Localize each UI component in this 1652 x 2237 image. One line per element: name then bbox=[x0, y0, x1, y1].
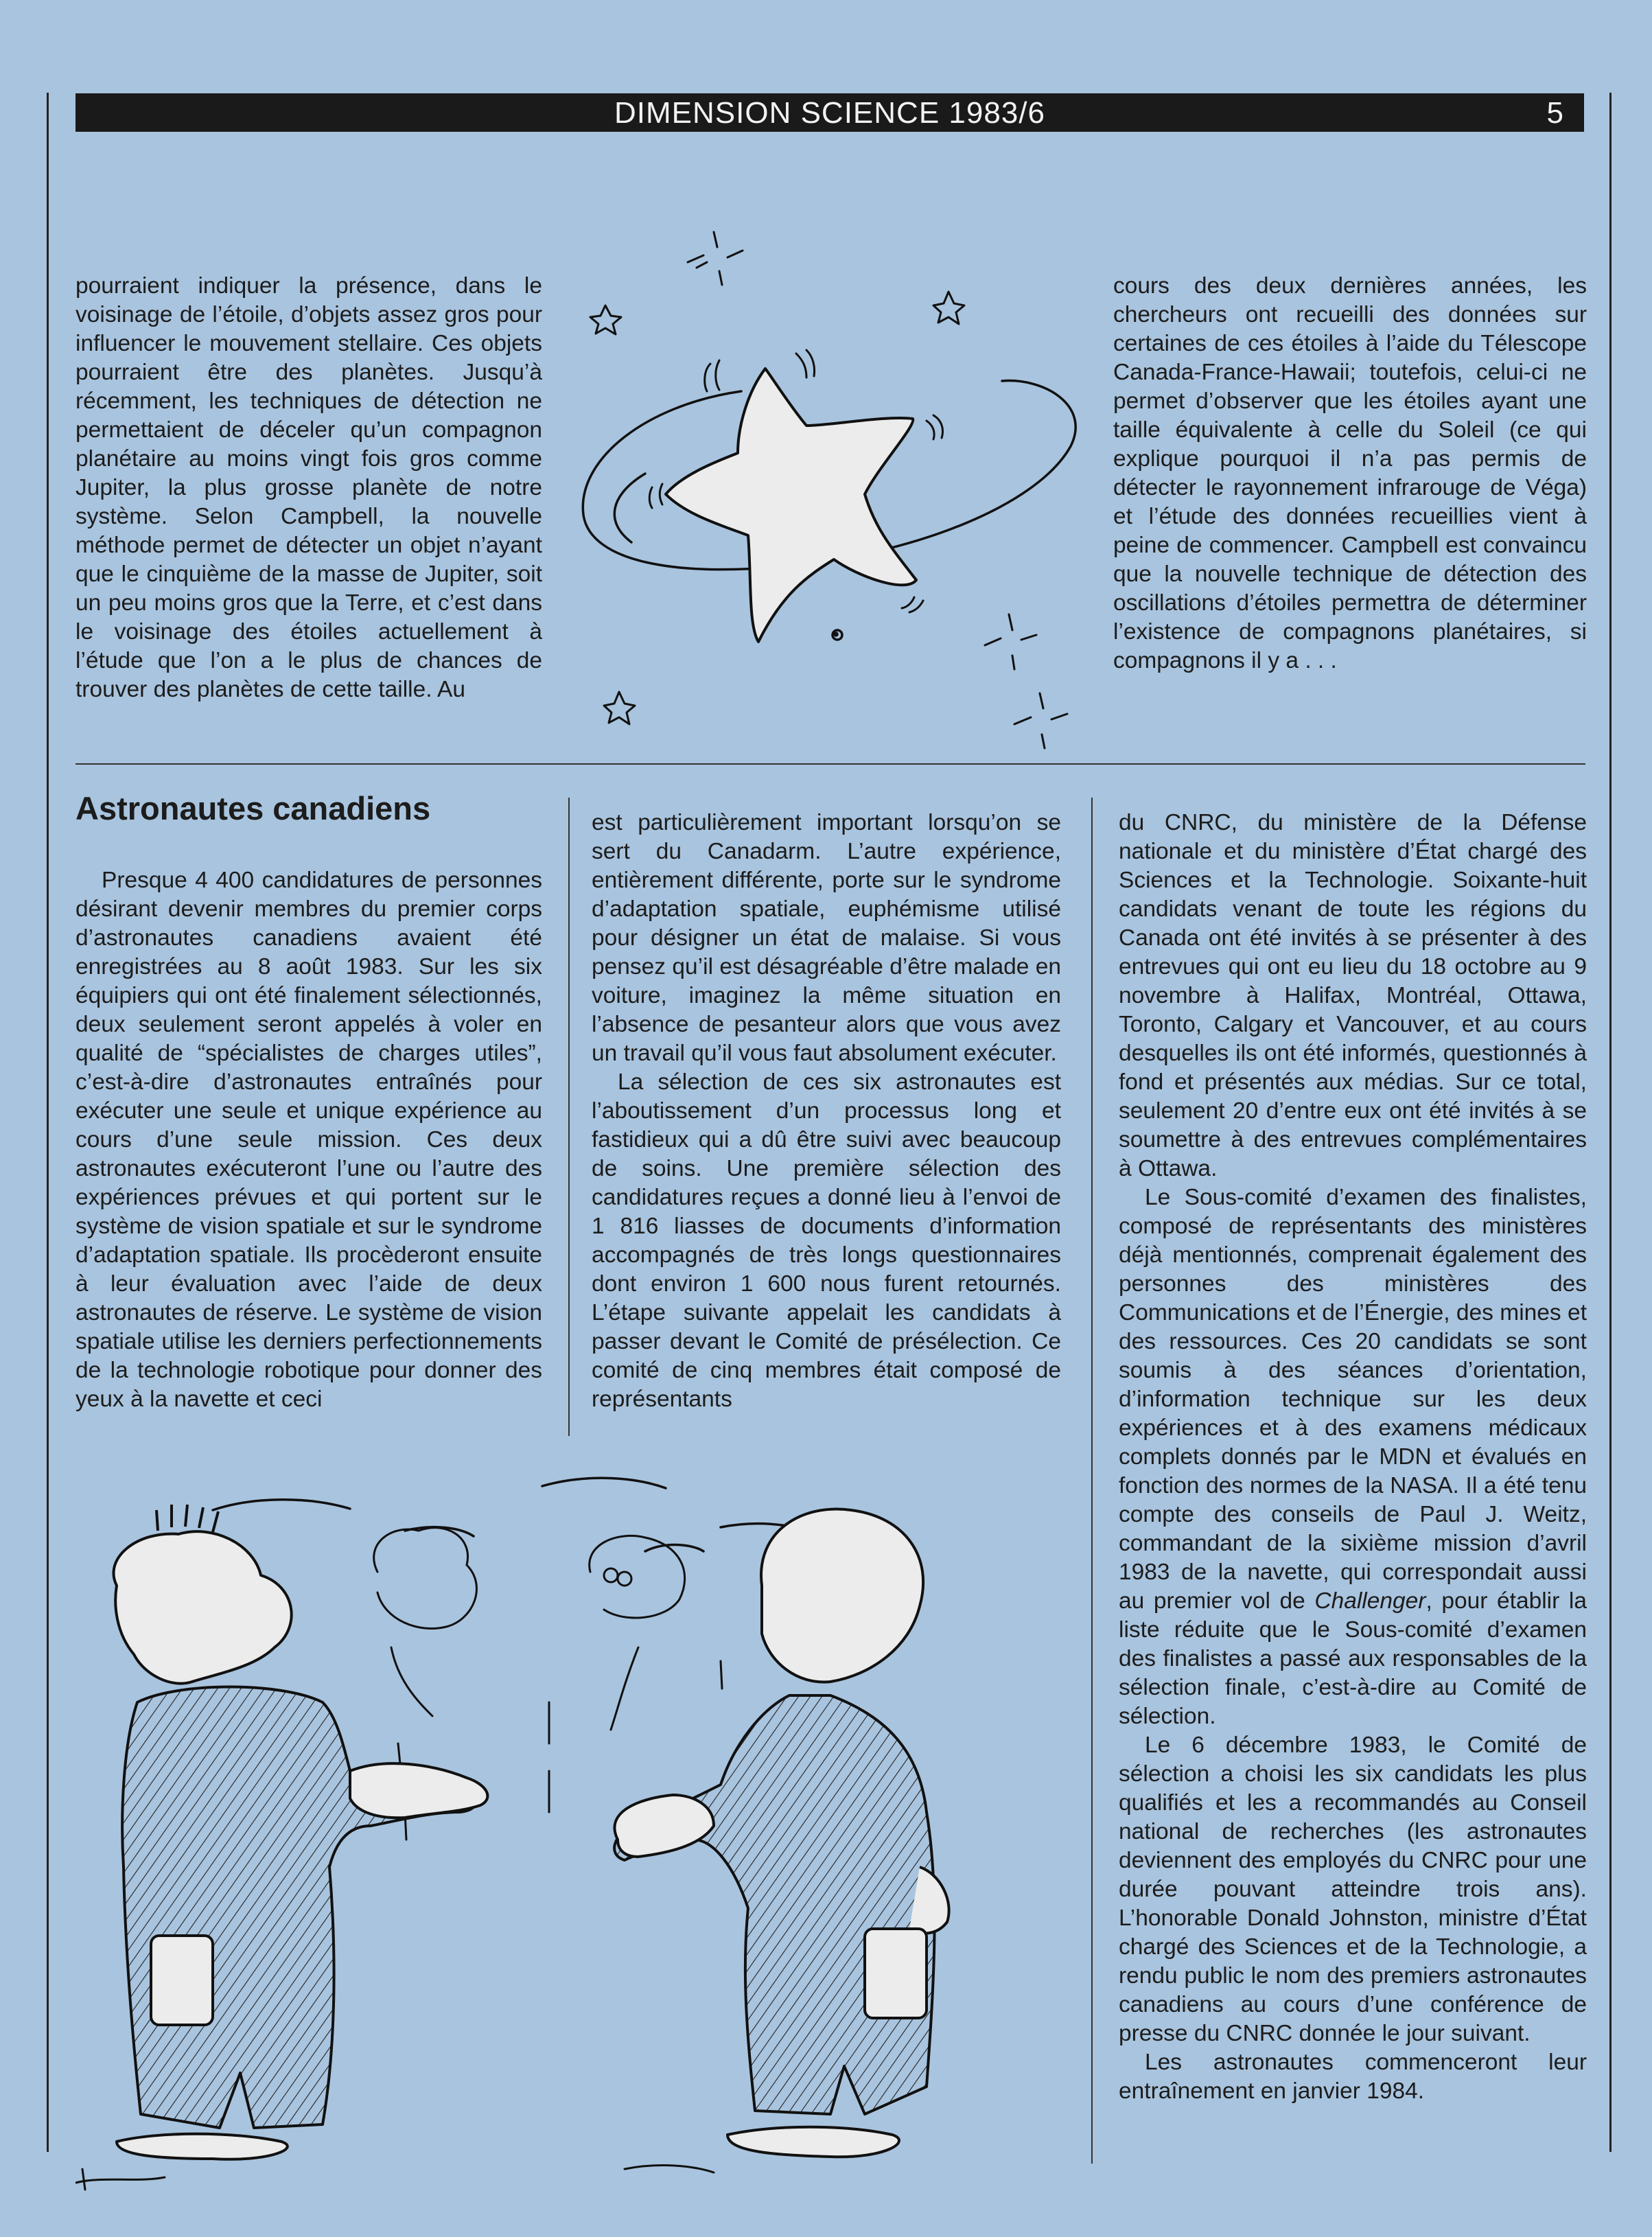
article-paragraph: Le 6 décembre 1983, le Comité de sélection a choisi les six candidats les plus qualifiés et les a recommandés au Conseil national de recherches (les astronautes deviennent des employés du CNRC pour une durée pouvant atteindre trois ans). L’honorable Donald Johnston, ministre d’État chargé des Sciences et de la Technologie, a rendu public le nom des premiers astronautes canadiens au cours d’une conférence de presse du CNRC donnée le jour suivant. bbox=[1119, 1732, 1587, 2046]
wobbling-star-illustration-icon bbox=[563, 220, 1098, 762]
top-left-paragraph: pourraient indiquer la présence, dans le voisinage de l’étoile, d’objets assez gros pour influencer le mouvement stellaire. Ces objets pourraient être des planètes. Jusqu’à récemment, les techniques de détection ne permettaient de déceler qu’un compagnon planétaire au moins vingt fois gros comme Jupiter, la plus grosse planète de notre système. Selon Campbell, la nouvelle méthode permet de détecter un objet n’ayant que le cinquième de la masse de Jupiter, soit un peu moins gros que la Terre, et c’est dans le voisinage des étoiles actuellement à l’étude que l’on a le plus de chances de trouver des planètes de cette taille. Au bbox=[75, 273, 542, 702]
paragraph-text: , pour établir la liste réduite que le Sous-comité d’examen des finalistes a passé aux responsables de la sélection finale, c’est-à-dire au Comité de sélection. bbox=[1119, 1588, 1587, 1729]
paragraph-text: Le Sous-comité d’examen des finalistes, composé de représentants des ministères déjà mentionnés, comprenait également des personnes des ministères des Communications et de l’Énergie, des mines et des ressources. Ces 20 candidats se sont soumis à des séances d’orientation, d’information technique sur les deux expériences et à des examens médicaux complets donnés par le MDN et évalués en fonction des normes de la NASA. Il a été tenu compte des conseils de Paul J. Weitz, commandant de la sixième mission d’avril 1983 de la navette, qui correspondait aussi au premier vol de bbox=[1119, 1185, 1587, 1614]
publication-title: DIMENSION SCIENCE 1983/6 bbox=[614, 96, 1045, 130]
section-divider bbox=[75, 763, 1585, 765]
article-heading: Astronautes canadiens bbox=[75, 790, 431, 826]
two-astronauts-pointing-cartoon-icon bbox=[75, 1455, 1078, 2203]
left-margin-rule bbox=[47, 93, 49, 2152]
right-margin-rule bbox=[1609, 93, 1612, 2152]
article-paragraph: La sélection de ces six astronautes est l’aboutissement d’un processus long et fastidieux qui a dû être suivi avec beaucoup de soins. Une première sélection des candidatures reçues a donné lieu à l’envoi de 1 816 liasses de documents d’information accompagnés de très longs questionnaires dont environ 1 600 nous furent retournés. L’étape suivante appelait les candidats à passer devant le Comité de présélection. Ce comité de cinq membres était composé de représentants bbox=[592, 1069, 1061, 1412]
column-separator bbox=[568, 798, 570, 1436]
article-paragraph: du CNRC, du ministère de la Défense nationale et du ministère d’État chargé des Sciences et la Technologie. Soixante-huit candidats venant de toute les régions du Canada ont été invités à se présenter à des entrevues qui ont eu lieu du 18 octobre au 9 novembre à Halifax, Montréal, Ottawa, Toronto, Calgary et Vancouver, et au cours desquelles ils ont été informés, questionnés à fond et présentés aux médias. Sur ce total, seulement 20 d’entre eux ont été invités à se soumettre à des entrevues complémentaires à Ottawa. bbox=[1119, 810, 1587, 1181]
article-paragraph: Presque 4 400 candidatures de personnes désirant devenir membres du premier corps d’astronautes canadiens avaient été enregistrées au 8 août 1983. Sur les six équipiers qui ont été finalement sélectionnés, deux seulement seront appelés à voler en qualité de “spécialistes de charges utiles”, c’est-à-dire d’astronautes entraînés pour exécuter une seule et unique expérience au cours d’une seule mission. Ces deux astronautes exécuteront l’une ou l’autre des expériences prévues et qui portent sur le système de vision spatiale et sur le syndrome d’adaptation spatiale. Ils procèderont ensuite à leur évaluation avec l’aide de deux astronautes de réserve. Le système de vision spatiale utilise les derniers perfectionnements de la technologie robotique pour donner des yeux à la navette et ceci bbox=[75, 868, 542, 1412]
article-column-1 bbox=[75, 866, 542, 1414]
shuttle-name: Challenger bbox=[1314, 1588, 1426, 1614]
top-right-paragraph: cours des deux dernières années, les chercheurs ont recueilli des données sur certaines de ces étoiles à l’aide du Télescope Canada-France-Hawaii; toutefois, celui-ci ne permet d’observer que les étoiles ayant une taille équivalente à celle du Soleil (ce qui explique pourquoi il n’a pas permis de détecter le rayonnement infrarouge de Véga) et l’étude des données recueillies vient à peine de commencer. Campbell est convaincu que la nouvelle technique de détection des oscillations d’étoiles permettra de déterminer l’existence de compagnons planétaires, si compagnons il y a . . . bbox=[1113, 273, 1587, 673]
article-column-2 bbox=[592, 809, 1061, 1414]
article-paragraph: est particulièrement important lorsqu’on se sert du Canadarm. L’autre expérience, entièrement différente, porte sur le syndrome d’adaptation spatiale, euphémisme utilisé pour désigner un état de malaise. Si vous pensez qu’il est désagréable d’être malade en voiture, imaginez la même situation en l’absence de pesanteur alors que vous avez un travail qu’il vous faut absolument exécuter. bbox=[592, 810, 1061, 1066]
article-paragraph bbox=[1119, 1183, 1587, 1731]
column-separator bbox=[1091, 798, 1093, 2164]
page-number: 5 bbox=[1546, 96, 1563, 130]
article-column-3 bbox=[1119, 809, 1587, 2106]
top-article-left-column bbox=[75, 272, 542, 704]
article-paragraph: Les astronautes commenceront leur entraînement en janvier 1984. bbox=[1119, 2050, 1587, 2104]
page-header bbox=[75, 93, 1584, 132]
top-article-right-column bbox=[1113, 272, 1587, 675]
